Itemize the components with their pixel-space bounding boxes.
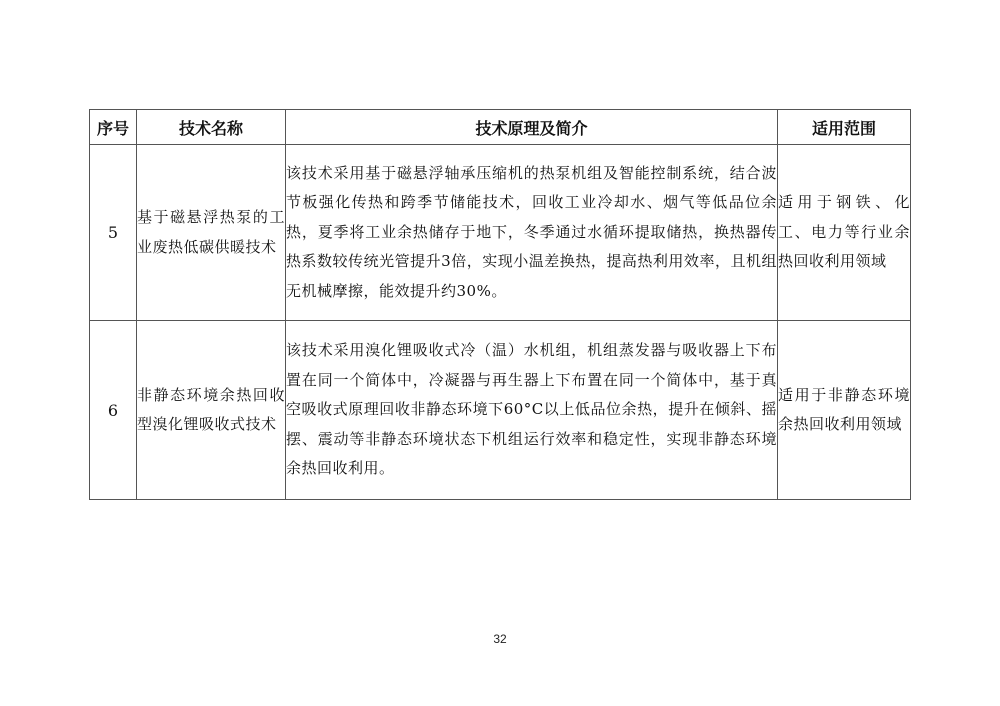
- technology-table: [89, 109, 911, 500]
- row-applicable-scope: 适用于非静态环境余热回收利用领域: [778, 321, 911, 500]
- table-header: [90, 110, 911, 145]
- header-principle-description: 技术原理及简介: [286, 110, 778, 145]
- row-principle-description: 该技术采用溴化锂吸收式冷（温）水机组，机组蒸发器与吸收器上下布置在同一个简体中，冷凝器与再生器上下布置在同一个简体中，基于真空吸收式原理回收非静态环境下60°C以上低品位余热，提升在倾斜、摇摆、震动等非静态环境状态下机组运行效率和稳定性，实现非静态环境余热回收利用。: [286, 321, 778, 500]
- row-technology-name: 基于磁悬浮热泵的工业废热低碳供暖技术: [137, 145, 286, 321]
- table-body: [90, 145, 911, 500]
- row-serial-number: 6: [90, 321, 137, 500]
- header-row: [90, 110, 911, 145]
- header-serial-number: 序号: [90, 110, 137, 145]
- row-serial-number: 5: [90, 145, 137, 321]
- header-applicable-scope: 适用范围: [778, 110, 911, 145]
- row-principle-description: 该技术采用基于磁悬浮轴承压缩机的热泵机组及智能控制系统，结合波节板强化传热和跨季节储能技术，回收工业冷却水、烟气等低品位余热，夏季将工业余热储存于地下，冬季通过水循环提取储热，换热器传热系数较传统光管提升3倍，实现小温差换热，提高热利用效率，且机组无机械摩擦，能效提升约30%。: [286, 145, 778, 321]
- header-technology-name: 技术名称: [137, 110, 286, 145]
- table-row: [90, 321, 911, 500]
- table-row: [90, 145, 911, 321]
- page-number: 32: [493, 632, 507, 646]
- row-technology-name: 非静态环境余热回收型溴化锂吸收式技术: [137, 321, 286, 500]
- row-applicable-scope: 适用于钢铁、化工、电力等行业余热回收利用领域: [778, 145, 911, 321]
